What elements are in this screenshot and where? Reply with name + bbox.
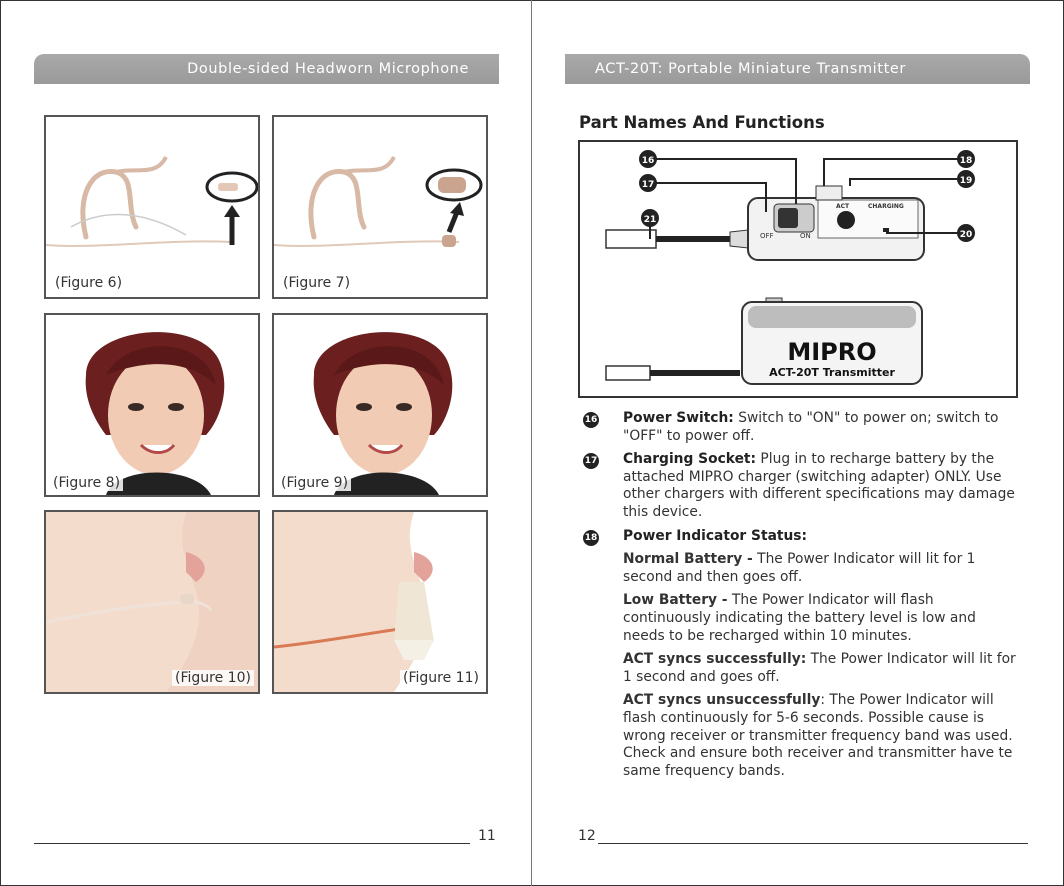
sub-item-title: ACT syncs unsuccessfully — [623, 692, 821, 709]
number-18-icon: 18 — [583, 530, 599, 546]
headset-illustration — [46, 117, 258, 297]
figure-10 — [44, 510, 260, 694]
switch-off-label: OFF — [760, 232, 774, 240]
sub-item-title: ACT syncs successfully: — [623, 651, 807, 668]
right-header: ACT-20T: Portable Miniature Transmitter — [565, 54, 1030, 84]
svg-text:21: 21 — [643, 215, 657, 225]
section-title: Part Names And Functions — [579, 113, 825, 132]
footer-rule — [34, 843, 470, 844]
figure-8 — [44, 313, 260, 497]
item-title: Power Indicator Status: — [623, 527, 808, 544]
woman-photo — [46, 315, 258, 495]
svg-text:16: 16 — [641, 156, 655, 166]
sub-item-text: The Power Indicator will flash continuously indicating the battery level is low and needs to be recharged within 10 minutes. — [623, 592, 976, 644]
sub-item — [580, 551, 1020, 586]
transmitter-diagram — [578, 140, 1018, 398]
model-label: ACT-20T Transmitter — [769, 366, 895, 379]
figure-caption: (Figure 7) — [280, 275, 353, 291]
sub-item-text: The Power Indicator will lit for 1 second and then goes off. — [623, 551, 976, 585]
switch-on-label: ON — [800, 232, 811, 240]
sub-item — [580, 651, 1020, 686]
functions-text — [580, 410, 1020, 786]
footer-rule — [598, 843, 1028, 844]
item-title: Charging Socket: — [623, 451, 757, 468]
woman-photo — [274, 315, 486, 495]
figure-7 — [272, 115, 488, 299]
sub-item — [580, 692, 1020, 780]
page-number: 11 — [478, 828, 496, 844]
svg-text:19: 19 — [959, 176, 973, 186]
figure-6 — [44, 115, 260, 299]
figure-caption: (Figure 10) — [172, 670, 254, 686]
list-item — [580, 528, 1020, 546]
sub-item-text: The Power Indicator will lit for 1 second and goes off. — [623, 651, 1016, 685]
item-text: Switch to "ON" to power on; switch to "OFF" to power off. — [623, 410, 999, 444]
page-number: 12 — [578, 828, 596, 844]
chin-closeup-photo — [274, 512, 486, 692]
figure-caption: (Figure 11) — [400, 670, 482, 686]
figure-9 — [272, 313, 488, 497]
number-17-icon: 17 — [583, 453, 599, 469]
transmitter-drawing — [580, 142, 1016, 396]
item-title: Power Switch: — [623, 410, 734, 426]
headset-illustration — [274, 117, 486, 297]
sub-item — [580, 592, 1020, 645]
svg-text:20: 20 — [959, 230, 973, 240]
svg-text:17: 17 — [641, 180, 655, 190]
sub-item-title: Normal Battery - — [623, 551, 753, 568]
book-spine — [531, 0, 532, 886]
item-text: Plug in to recharge battery by the attached MIPRO charger (switching adapter) ONLY. Use other chargers with different specifications may damage this device. — [623, 451, 1015, 520]
sub-item-title: Low Battery - — [623, 592, 728, 609]
act-label: ACT — [836, 203, 850, 210]
sub-item-text: : The Power Indicator will flash continuously for 5-6 seconds. Possible cause is wrong receiver or transmitter frequency band was used. Check and ensure both receiver and transmitter have te same frequency bands. — [623, 692, 1013, 779]
figure-caption: (Figure 6) — [52, 275, 125, 291]
list-item — [580, 410, 1020, 445]
number-16-icon: 16 — [583, 412, 599, 428]
charging-label: CHARGING — [868, 203, 904, 210]
svg-text:18: 18 — [959, 156, 973, 166]
figure-caption: (Figure 8) — [50, 475, 123, 491]
figure-caption: (Figure 9) — [278, 475, 351, 491]
figure-11 — [272, 510, 488, 694]
brand-logo: MIPRO — [787, 338, 877, 366]
list-item — [580, 451, 1020, 521]
left-header: Double-sided Headworn Microphone — [34, 54, 499, 84]
chin-closeup-photo — [46, 512, 258, 692]
